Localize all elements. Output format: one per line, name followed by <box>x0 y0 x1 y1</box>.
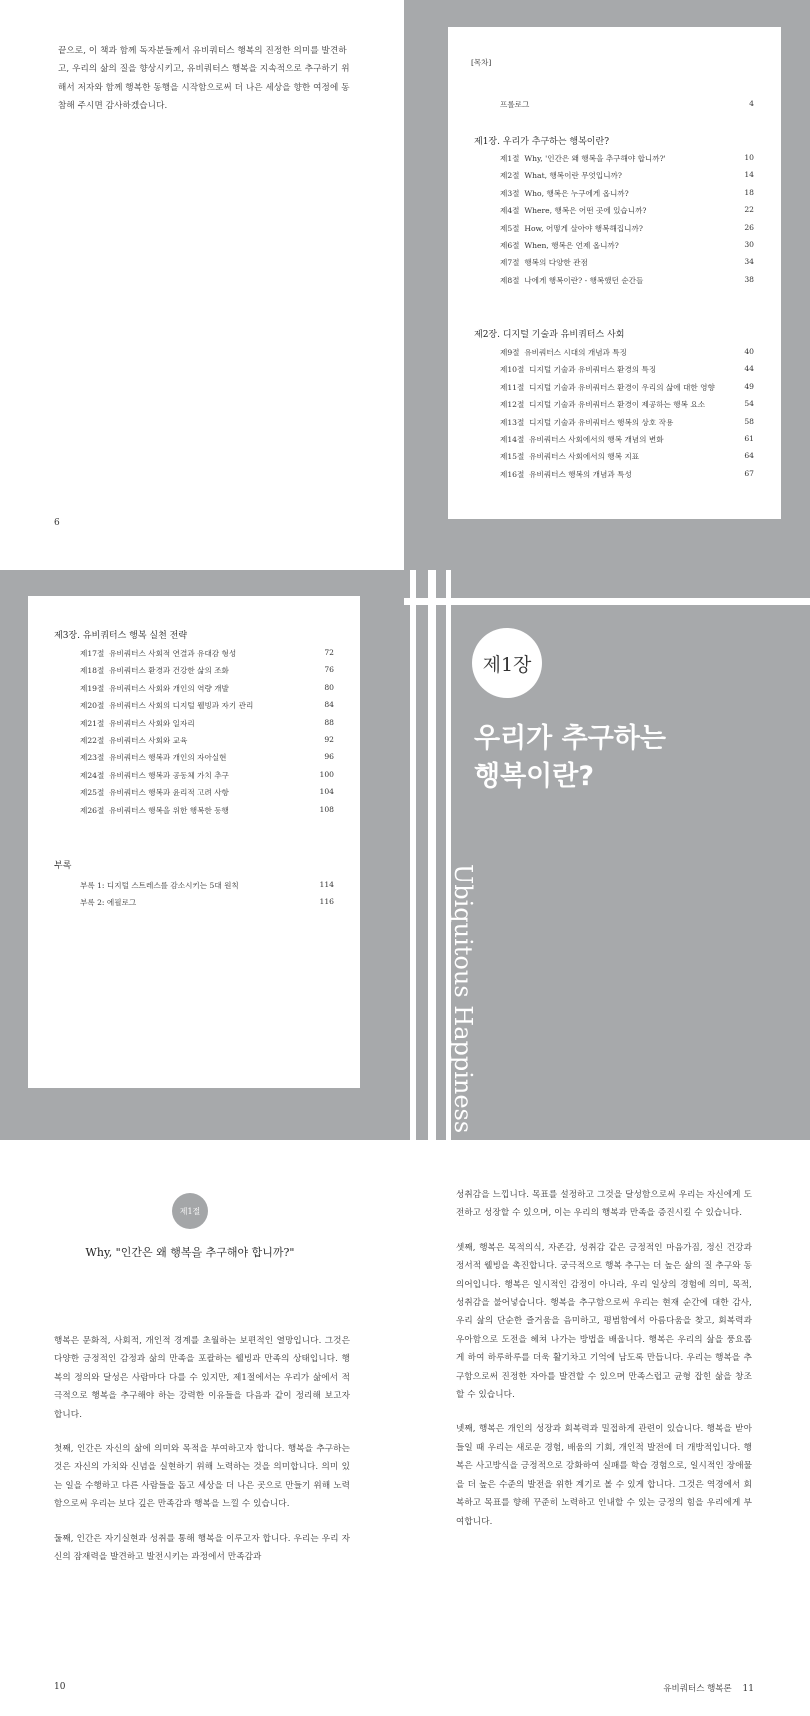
chapter-1-heading[interactable]: 제1장. 우리가 추구하는 행복이란? <box>474 137 610 147</box>
toc-entry[interactable]: 제2절 What, 행복이란 무엇입니까? 14 <box>500 170 754 181</box>
running-footer <box>663 1682 754 1694</box>
toc-entry[interactable]: 제3절 Who, 행복은 누구에게 옵니까? 18 <box>500 187 754 198</box>
toc-entry[interactable]: 부록 1: 디지털 스트레스를 감소시키는 5대 원칙 114 <box>80 880 334 890</box>
toc-entry[interactable]: 제16절 유비쿼터스 행복의 개념과 특성 67 <box>500 468 754 479</box>
toc-entry[interactable]: 제10절 디지털 기술과 유비쿼터스 환경의 특징 44 <box>500 364 754 375</box>
toc-entry[interactable]: 제7절 행복의 다양한 관점 34 <box>500 257 754 268</box>
paragraph: 성취감을 느낍니다. 목표를 설정하고 그것을 달성함으로써 우리는 자신에게 도전하고 성장할 수 있으며, 이는 우리의 행복과 만족을 증진시킬 수 있습니다. <box>456 1190 752 1219</box>
paragraph: 넷째, 행복은 개인의 성장과 회복력과 밀접하게 관련이 있습니다. 행복을 받아들일 때 우리는 새로운 경험, 배움의 기회, 개인적 발전에 더 개방적입니다. 행복은 사고방식을 긍정적으로 강화하여 실패를 학습 경험으로, 일시적인 장애물을 더 높은 수준의 발전을 위한 계기로 볼 수 있게 합니다. 그것은 역경에서 회복하고 목표를 향해 꾸준히 노력하고 인내할 수 있는 긍정의 힘을 우리에게 부여합니다. <box>456 1424 752 1527</box>
toc-entry[interactable]: 제11절 디지털 기술과 유비쿼터스 환경이 우리의 삶에 대한 영향 49 <box>500 381 754 392</box>
decorative-stripe <box>428 570 436 1140</box>
page-number: 6 <box>54 518 60 528</box>
toc-entry[interactable]: 제14절 유비쿼터스 사회에서의 행복 개념의 변화 61 <box>500 433 754 444</box>
bottom-right-page <box>404 1140 810 1716</box>
section-badge <box>172 1193 208 1229</box>
toc-entry[interactable]: 제9절 유비쿼터스 시대의 개념과 특징 40 <box>500 347 754 357</box>
decorative-stripe-horizontal <box>404 598 810 605</box>
page-number: 11 <box>742 1684 754 1694</box>
toc-entry[interactable]: 제26절 유비쿼터스 행복을 위한 행복한 동행 108 <box>80 804 334 815</box>
toc-entry[interactable]: 제5절 How, 어떻게 살아야 행복해집니까? 26 <box>500 222 754 233</box>
paragraph: 셋째, 행복은 목적의식, 자존감, 성취감 같은 긍정적인 마음가짐, 정신 건강과 정서적 웰빙을 촉진합니다. 궁극적으로 행복 추구는 더 높은 삶의 질 추구와 동의어입니다. 행복은 일시적인 감정이 아니라, 우리 일상의 경험에 의미, 목적, 성취감을 불어넣습니다. 행복을 추구함으로써 우리는 현재 순간에 대한 감사, 우리 삶의 단순한 즐거움을 음미하고, 평범함에서 아름다움을 찾고, 회복력과 우아함으로 도전을 헤쳐 나가는 방법을 배웁니다. 행복은 우리의 삶을 풍요롭게 하여 하루하루를 더욱 활기차고 기억에 남도록 만듭니다. 우리는 행복을 추구함으로써 진정한 자아를 발견할 수 있으며 만족스럽고 균형 잡힌 삶을 창조할 수 있습니다. <box>456 1242 752 1401</box>
chapter-title <box>474 720 666 796</box>
body-text-right <box>456 1186 752 1547</box>
vertical-series-text: Ubiquitous Happiness <box>449 864 477 1134</box>
toc-entry[interactable]: 제15절 유비쿼터스 사회에서의 행복 지표 64 <box>500 451 754 462</box>
toc-entry[interactable]: 제4절 Where, 행복은 어떤 곳에 있습니까? 22 <box>500 205 754 216</box>
toc-entry-prologue[interactable] <box>500 99 754 116</box>
bottom-left-page <box>0 1140 404 1716</box>
toc-entry-title: 프롤로그 <box>500 100 530 109</box>
closing-paragraph: 끝으로, 이 책과 함께 독자분들께서 유비쿼터스 행복의 진정한 의미를 발견하고, 우리의 삶의 질을 향상시키고, 유비쿼터스 행복을 지속적으로 추구하기 위해서 저자와 함께 행복한 동행을 시작함으로써 더 나은 세상을 향한 여정에 동참해 주시면 감사하겠습니다. <box>58 46 350 112</box>
toc-entry[interactable]: 제18절 유비쿼터스 환경과 건강한 삶의 조화 76 <box>80 665 334 676</box>
running-title: 유비쿼터스 행복론 <box>663 1684 732 1694</box>
toc-entry[interactable]: 제13절 디지털 기술과 유비쿼터스 행복의 상호 작용 58 <box>500 416 754 427</box>
toc-entry[interactable]: 제20절 유비쿼터스 사회의 디지털 웰빙과 자기 관리 84 <box>80 700 334 711</box>
chapter-3-heading[interactable]: 제3장. 유비쿼터스 행복 실천 전략 <box>54 631 188 641</box>
top-left-page <box>0 0 404 570</box>
chapter-title-line-1: 우리가 추구하는 <box>474 723 666 754</box>
toc-entry[interactable]: 부록 2: 에필로그 116 <box>80 897 334 908</box>
toc-entry[interactable]: 제22절 유비쿼터스 사회와 교육 92 <box>80 734 334 745</box>
toc-entry[interactable]: 제12절 디지털 기술과 유비쿼터스 환경이 제공하는 행복 요소 54 <box>500 399 754 410</box>
section-badge-label: 제1절 <box>179 1206 201 1216</box>
body-text-left <box>54 1332 350 1582</box>
toc-entry[interactable]: 제21절 유비쿼터스 사회와 일자리 88 <box>80 717 334 728</box>
toc-entry[interactable]: 제6절 When, 행복은 언제 옵니까? 30 <box>500 239 754 250</box>
toc-entry-page: 4 <box>749 99 754 108</box>
toc-card <box>448 27 781 519</box>
toc-entry[interactable]: 제25절 유비쿼터스 행복과 윤리적 고려 사항 104 <box>80 787 334 798</box>
chapter-2-list <box>500 347 754 486</box>
chapter-badge <box>472 628 542 698</box>
toc-entry[interactable]: 제17절 유비쿼터스 사회적 연결과 유대감 형성 72 <box>80 648 334 658</box>
page-number: 10 <box>54 1682 66 1692</box>
toc-entry[interactable]: 제24절 유비쿼터스 행복과 공동체 가치 추구 100 <box>80 769 334 780</box>
toc-entry[interactable]: 제23절 유비쿼터스 행복과 개인의 자아실현 96 <box>80 752 334 763</box>
appendix-list <box>80 880 334 915</box>
paragraph: 첫째, 인간은 자신의 삶에 의미와 목적을 부여하고자 합니다. 행복을 추구하는 것은 자신의 가치와 신념을 실현하기 위해 노력하는 것을 의미합니다. 의미 있는 일을 수행하고 다른 사람들을 돕고 세상을 더 나은 곳으로 만들기 위해 노력함으로써 우리는 보다 깊은 만족감과 행복을 느낄 수 있습니다. <box>54 1444 350 1510</box>
section-title: Why, "인간은 왜 행복을 추구해야 합니까?" <box>85 1246 295 1259</box>
chapter-2-heading[interactable]: 제2장. 디지털 기술과 유비쿼터스 사회 <box>474 330 625 340</box>
toc-entry[interactable]: 제1절 Why, '인간은 왜 행복을 추구해야 합니까?' 10 <box>500 153 754 163</box>
toc-entry[interactable]: 제8절 나에게 행복이란? - 행복했던 순간들 38 <box>500 274 754 285</box>
appendix-heading[interactable]: 부록 <box>54 861 72 871</box>
chapter-3-list <box>80 648 334 822</box>
toc-card-2 <box>28 596 360 1088</box>
chapter-badge-label: 제1장 <box>482 653 532 676</box>
paragraph: 행복은 문화적, 사회적, 개인적 경계를 초월하는 보편적인 열망입니다. 그것은 다양한 긍정적인 감정과 삶의 만족을 포괄하는 웰빙과 만족의 상태입니다. 행복의 정의와 달성은 사람마다 다를 수 있지만, 제1절에서는 우리가 삶에서 적극적으로 행복을 추구해야 하는 강력한 이유들을 다음과 같이 정리해 보고자 합니다. <box>54 1336 350 1420</box>
paragraph: 둘째, 인간은 자기실현과 성취를 통해 행복을 이루고자 합니다. 우리는 우리 자신의 잠재력을 발견하고 발전시키는 과정에서 만족감과 <box>54 1533 350 1563</box>
decorative-stripe <box>410 570 416 1140</box>
chapter-1-list <box>500 153 754 292</box>
toc-label: [목차] <box>471 58 492 67</box>
toc-entry[interactable]: 제19절 유비쿼터스 사회와 개인의 역량 개발 80 <box>80 682 334 693</box>
chapter-title-line-2: 행복이란? <box>474 761 594 792</box>
